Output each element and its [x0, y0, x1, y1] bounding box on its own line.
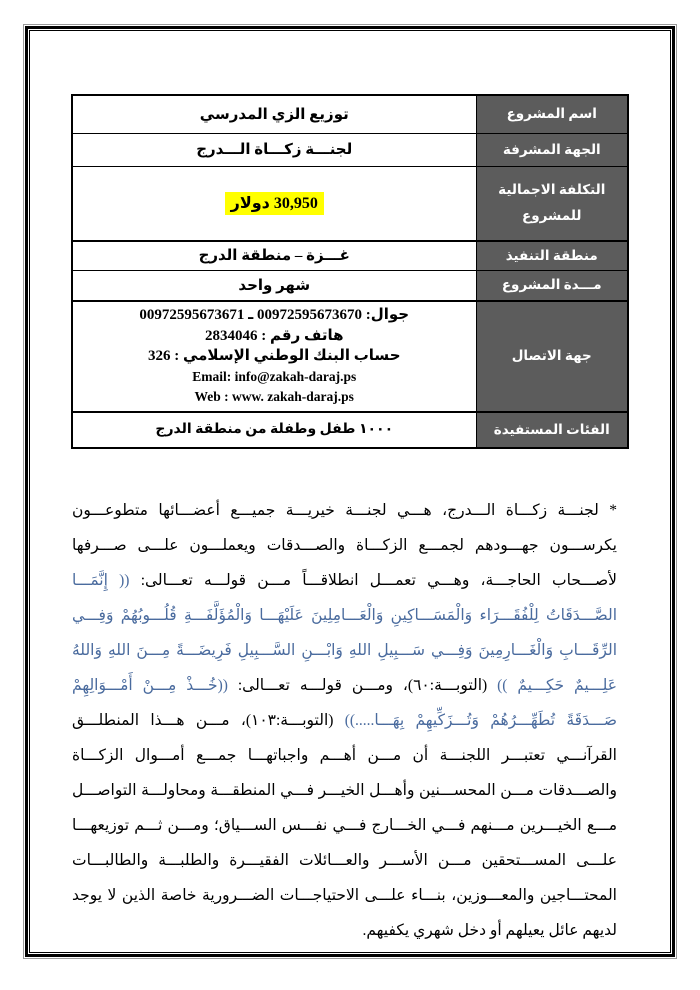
supervisor-label: الجهة المشرفة — [476, 133, 628, 166]
duration-label: مـــدة المشروع — [476, 270, 628, 301]
table-row-contact — [72, 301, 628, 412]
area-label: منطقة التنفيذ — [476, 241, 628, 270]
paragraph-conclusion: (التوبـــة:١٠٣)، مـــن هـــذا المنطلـــق القرآنـــي تعتبـــر اللجنـــة أن مـــن أهـــم واجباتهـــا جمـــع أمـــوال الزكـــاة والصـــدقات مـــن المحســـنين وأهـــل الخيـــر فـــي المنطقـــة ومحاولـــة التواصـــل مـــع الخيـــرين مـــنهم فـــي الخـــارج فـــي نفـــس الســـياق؛ ومـــن ثـــم توزيعهـــا علـــى المســـتحقين مـــن الأســـر والعـــائلات الفقيـــرة والطلبـــة والطالبـــات المحتـــاجين والمعـــوزين، بنـــاء علـــى الاحتياجـــات الضـــرورية خاصة الذين لا يوجد لديهم عائل يعيلهم أو دخل شهري يكفيهم. — [72, 711, 617, 939]
contact-mobile: جوال: 00972595673670 ـ 00972595673671 — [139, 307, 410, 323]
page-frame-mid — [25, 26, 675, 957]
cost-label — [476, 166, 628, 241]
quran-verse-tawbah-103: ((خُـــذْ مِـــنْ أَمْـــوَالِهِمْ صَـــدَقَةً تُطَهِّـــرُهُمْ وَتُـــزَكِّيهِمْ بِهَـــا.....)) — [72, 676, 617, 729]
contact-website: Web : www. zakah-daraj.ps — [194, 389, 354, 404]
duration-value: شهر واحد — [72, 270, 476, 301]
area-value: غـــزة – منطقة الدرج — [72, 241, 476, 270]
project-info-table — [71, 94, 629, 449]
page-frame-inner — [29, 30, 671, 953]
contact-bank-account: حساب البنك الوطني الإسلامي : 326 — [147, 348, 401, 364]
contact-label: جهة الاتصال — [476, 301, 628, 412]
project-name-label: اسم المشروع — [476, 95, 628, 133]
committee-description-paragraph — [72, 493, 617, 948]
supervisor-value: لجنـــة زكـــاة الـــدرج — [72, 133, 476, 166]
contact-email: Email: info@zakah-daraj.ps — [192, 368, 357, 384]
table-row-project-name — [72, 95, 628, 133]
paragraph-middle: (التوبـــة:٦٠)، ومـــن قولـــه تعـــالى: — [227, 676, 498, 694]
beneficiaries-label: الفئات المستفيدة — [476, 412, 628, 448]
table-row-duration — [72, 270, 628, 301]
cost-value-highlight: 30,950 دولار — [225, 192, 324, 215]
cost-label-line1: التكلفة الاجمالية — [498, 182, 606, 198]
contact-phone: هاتف رقم : 2834046 — [205, 327, 344, 344]
beneficiaries-value: ١٠٠٠ طفل وطفلة من منطقة الدرج — [72, 412, 476, 448]
quran-verse-tawbah-60: (( إِنَّمَـــا الصَّـــدَقَاتُ لِلْفُقَـــرَاء وَالْمَسَـــاكِينِ وَالْعَـــامِلِينَ عَلَيْهَـــا وَالْمُؤَلَّفَـــةِ قُلُـــوبُهُمْ وَفِـــي الرِّقَـــابِ وَالْغَـــارِمِينَ وَفِـــي سَـــبِيلِ اللهِ وَابْـــنِ السَّـــبِيلِ فَرِيضَـــةً مِـــنَ اللهِ وَاللهُ عَلِـــيمٌ حَكِـــيمٌ )) — [72, 571, 617, 694]
table-row-beneficiaries — [72, 412, 628, 448]
cost-value-cell — [72, 166, 476, 241]
table-row-cost — [72, 166, 628, 241]
paragraph-intro: * لجنـــة زكـــاة الـــدرج، هـــي لجنـــة خيريـــة جميـــع أعضـــائها متطوعـــون يكرســـون جهـــودهم لجمـــع الزكـــاة والصـــدقات ويعملـــون علـــى صـــرفها لأصـــحاب الحاجـــة، وهـــي تعمـــل انطلاقـــاً مـــن قولـــه تعـــالى: — [72, 501, 617, 589]
cost-label-line2: للمشروع — [522, 208, 582, 224]
table-row-area — [72, 241, 628, 270]
table-row-supervisor — [72, 133, 628, 166]
project-name-value: توزيع الزي المدرسي — [72, 95, 476, 133]
page-frame — [23, 24, 677, 959]
contact-value-cell — [72, 301, 476, 412]
